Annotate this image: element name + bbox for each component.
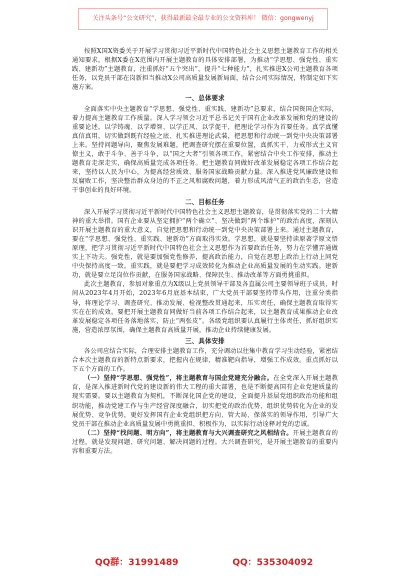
contact-footer <box>0 550 408 572</box>
section-heading-goals: 二、目标任务 <box>185 197 225 206</box>
section-heading-arrangements: 三、具体安排 <box>185 336 225 345</box>
arrangement-item-2-body: 开展主题教育的过程，就是发现问题、研究问题、解决问题的过程。大兴调查研究，是开展主题教育的重要内容和重要方法。 <box>72 429 338 456</box>
arrangement-item-1 <box>72 374 338 429</box>
arrangement-item-1-label: （一）坚持“学思想、强党性”，将主题教育与国企党建充分融合。 <box>84 375 274 383</box>
arrangements-paragraph: 各公司应结合实际，合理安排主题教育工作，充分调动以往集中教育学习生动经验，紧密结合本次主题教育的新特点新要求，把握内在规律，精准靶向指导，增强工作成效。重点抓好以下五个方面的工作。 <box>72 348 338 374</box>
arrangement-item-1-body: 在全党深入开展主题教育，是深入推进新时代党的建设新的伟大工程的重大部署，也是不断提高国有企业党建质量的现实需要。要以主题教育为契机，不断深化国企党的建设，全面提升基层党组织政治功能和组织功能，推动党建工作与生产经营深度融合，切实把党的政治优势、组织优势转化为企业的发展优势、竞争优势，更好发挥国有企业党组织把方向、管大局、保落实的领导作用，引导广大党员干部在推动企业高质量发展中勇挑重担、积极作为，以实际行动诠释对党的忠诚。 <box>72 375 339 428</box>
intro-paragraph: 按照X国X资委关于开展学习贯彻习近平新时代中国特色社会主义思想主题教育工作的相关通知要求，根据X委在X范围内开展主题教育的具体安排部署，为推动“学思想、强党性、重实践、建新功”主题教育，注重抓好“五个突出”，提升“七种能力”，扎实推进X公司主题教育各项任务，以党员干部在岗新担当推动X公司高质量发展新局面，结合公司实际情况，特制定如下实施方案。 <box>72 48 338 92</box>
goals-paragraph-2: 此次主题教育，参加对象重点为X级以上党员领导干部及各直属公司主要领导班子成员，时间从2023年4月开始，2023年6月底基本结束，广大党员干部要坚持带头作用，注重分类指导，将理论学习、调查研究、推动发展、检视整改贯通起来，压实责任，确保主题教育取得实实在在的成效。要把开展主题教育同做好当前各项工作结合起来，以主题教育成果推动企业改革发展稳定各项任务落地落实，防止“两张皮”。各级党组织要认真履行主体责任，抓好组织实施，营造浓厚氛围，确保主题教育高质量开展，推动企业持续健康发展。 <box>72 281 338 334</box>
document-body <box>72 47 338 456</box>
overall-requirements-paragraph: 全面落实中央主题教育“学思想、强党性、重实践、建新功”总要求，结合国资国企实际，着力提高主题教育工作质量。深入学习领会习近平总书记关于国有企业改革发展和党的建设的重要论述，以学铸魂、以学增智、以学正风、以学促干，把理论学习作为首要任务。真学真懂真信真用，切实做到既有经验之底、扎实推进理论武装，把思想和行动统一到党中央决策部署上来。坚持问题导向，聚焦发展难题，把调查研究摆在重要位置，真抓实干、力戒形式主义官僚主义，敢于斗争、善于斗争，以“国之大者”引领各项工作，紧密结合中央工作安排，推动主题教育走深走实，确保高质量完成各项任务。把主题教育同做好改革发展稳定各项工作结合起来，坚持以人民为中心，为提高经营质效、服务国家战略贡献力量。深入推进党风廉政建设和反腐败工作，坚决整治群众身边的不正之风和腐败问题，着力形成风清气正的政治生态，营造干事创业的良好环境。 <box>72 105 338 195</box>
qq-group-contact: QQ群：31991489 <box>94 557 179 568</box>
promo-banner <box>78 8 328 30</box>
arrangement-item-2 <box>72 429 338 456</box>
promo-banner-text: 关注头条号“公文研究”，获得最新最全最专业的公文资料库！ 微信：gongwenyj <box>92 15 314 22</box>
qq-contact: QQ：535304092 <box>232 557 314 568</box>
section-heading-overall-requirements: 一、总体要求 <box>185 94 225 103</box>
arrangement-item-2-label: （二）坚持“找问题、明方向”，将主题教育与大兴调查研究之风相结合。 <box>84 429 293 437</box>
goals-paragraph-1: 深入开展学习贯彻习近平新时代中国特色社会主义思想主题教育，是贯彻落实党的二十大精神的重大举措。国有企业要从坚定拥护“两个确立”、坚决做到“两个维护”的政治高度，深刻认识开展主题教育的重大意义，自觉把思想和行动统一到党中央决策部署上来。通过主题教育，要在“学思想、强党性、重实践、建新功”方面取得实效。学思想，就是要坚持读原著学原文悟原理，把学习贯彻习近平新时代中国特色社会主义思想作为首要政治任务，努力在学懂弄通做实上下功夫。强党性，就是要加强党性修养，提高政治能力，自觉在思想上政治上行动上同党中央保持高度一致。重实践，就是要把学习成效转化为推动企业高质量发展的生动实践。建新功，就是要立足岗位作贡献，在服务国家战略、保障民生、推动改革等方面勇挑重担。 <box>72 208 338 280</box>
